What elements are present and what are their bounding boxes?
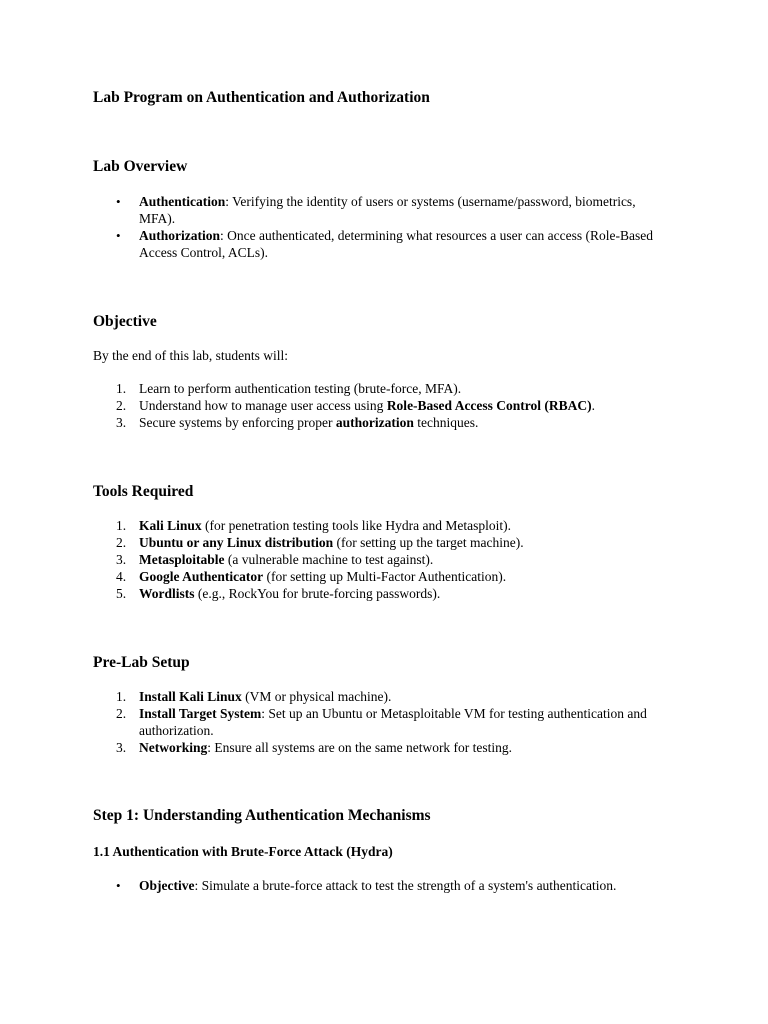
tool-description: (a vulnerable machine to test against).: [224, 552, 434, 567]
pre-lab-list: [93, 688, 653, 756]
item-number: 2.: [116, 398, 127, 413]
step-1-heading: Step 1: Understanding Authentication Mechanisms: [93, 807, 431, 824]
list-item: [93, 414, 653, 431]
objective-list: [93, 380, 653, 431]
list-item: [93, 551, 653, 568]
lab-overview-heading: Lab Overview: [93, 158, 188, 175]
objective-intro: By the end of this lab, students will:: [93, 348, 288, 363]
definition: : Simulate a brute-force attack to test the strength of a system's authentication.: [194, 878, 617, 893]
item-number: 4.: [116, 569, 127, 584]
step-name: Install Kali Linux: [139, 689, 242, 704]
tool-description: (e.g., RockYou for brute-forcing passwords).: [194, 586, 441, 601]
item-text: Learn to perform authentication testing (brute-force, MFA).: [139, 381, 462, 396]
objective-heading: Objective: [93, 313, 157, 330]
item-number: 5.: [116, 586, 127, 601]
item-text: Understand how to manage user access using: [139, 398, 387, 413]
tool-name: Kali Linux: [139, 518, 202, 533]
list-item: [93, 380, 653, 397]
item-number: 1.: [116, 689, 127, 704]
item-number: 3.: [116, 415, 127, 430]
list-item: [93, 517, 653, 534]
item-text: Secure systems by enforcing proper: [139, 415, 336, 430]
step-name: Install Target System: [139, 706, 262, 721]
tools-list: [93, 517, 653, 602]
item-number: 3.: [116, 740, 127, 755]
list-item: [93, 739, 653, 756]
list-item: [93, 877, 653, 894]
list-item: [93, 705, 653, 739]
step-description: : Set up an Ubuntu or Metasploitable VM for testing authentication and authorization.: [139, 706, 647, 738]
list-item: [93, 688, 653, 705]
step-1-1-subheading: 1.1 Authentication with Brute-Force Attack (Hydra): [93, 844, 393, 859]
item-number: 2.: [116, 535, 127, 550]
list-item: [93, 568, 653, 585]
list-item: [93, 534, 653, 551]
item-number: 2.: [116, 706, 127, 721]
step-name: Networking: [139, 740, 208, 755]
list-item: [93, 227, 653, 261]
item-emphasis: authorization: [335, 415, 414, 430]
tool-name: Google Authenticator: [139, 569, 264, 584]
tools-required-heading: Tools Required: [93, 483, 194, 500]
term: Authentication: [139, 194, 226, 209]
bullet-icon: •: [116, 228, 121, 243]
tool-description: (for setting up Multi-Factor Authentication).: [263, 569, 507, 584]
list-item: [93, 397, 653, 414]
lab-overview-list: [93, 193, 653, 261]
step-1-list: [93, 877, 653, 894]
bullet-icon: •: [116, 194, 121, 209]
item-number: 1.: [116, 381, 127, 396]
bullet-icon: •: [116, 878, 121, 893]
item-text: techniques.: [413, 415, 479, 430]
tool-description: (for penetration testing tools like Hydra and Metasploit).: [201, 518, 511, 533]
definition: : Verifying the identity of users or systems (username/password, biometrics, MFA).: [139, 194, 636, 226]
term: Authorization: [139, 228, 220, 243]
tool-name: Ubuntu or any Linux distribution: [139, 535, 334, 550]
definition: : Once authenticated, determining what resources a user can access (Role-Based Access Control, ACLs).: [139, 228, 653, 260]
item-emphasis: Role-Based Access Control (RBAC): [386, 398, 592, 413]
document-title: Lab Program on Authentication and Authorization: [93, 89, 430, 106]
tool-name: Metasploitable: [139, 552, 225, 567]
step-description: : Ensure all systems are on the same network for testing.: [207, 740, 513, 755]
item-number: 1.: [116, 518, 127, 533]
item-number: 3.: [116, 552, 127, 567]
tool-description: (for setting up the target machine).: [333, 535, 524, 550]
list-item: [93, 193, 653, 227]
pre-lab-setup-heading: Pre-Lab Setup: [93, 654, 190, 671]
term: Objective: [139, 878, 195, 893]
item-text: .: [591, 398, 596, 413]
tool-name: Wordlists: [139, 586, 195, 601]
step-description: (VM or physical machine).: [241, 689, 392, 704]
list-item: [93, 585, 653, 602]
